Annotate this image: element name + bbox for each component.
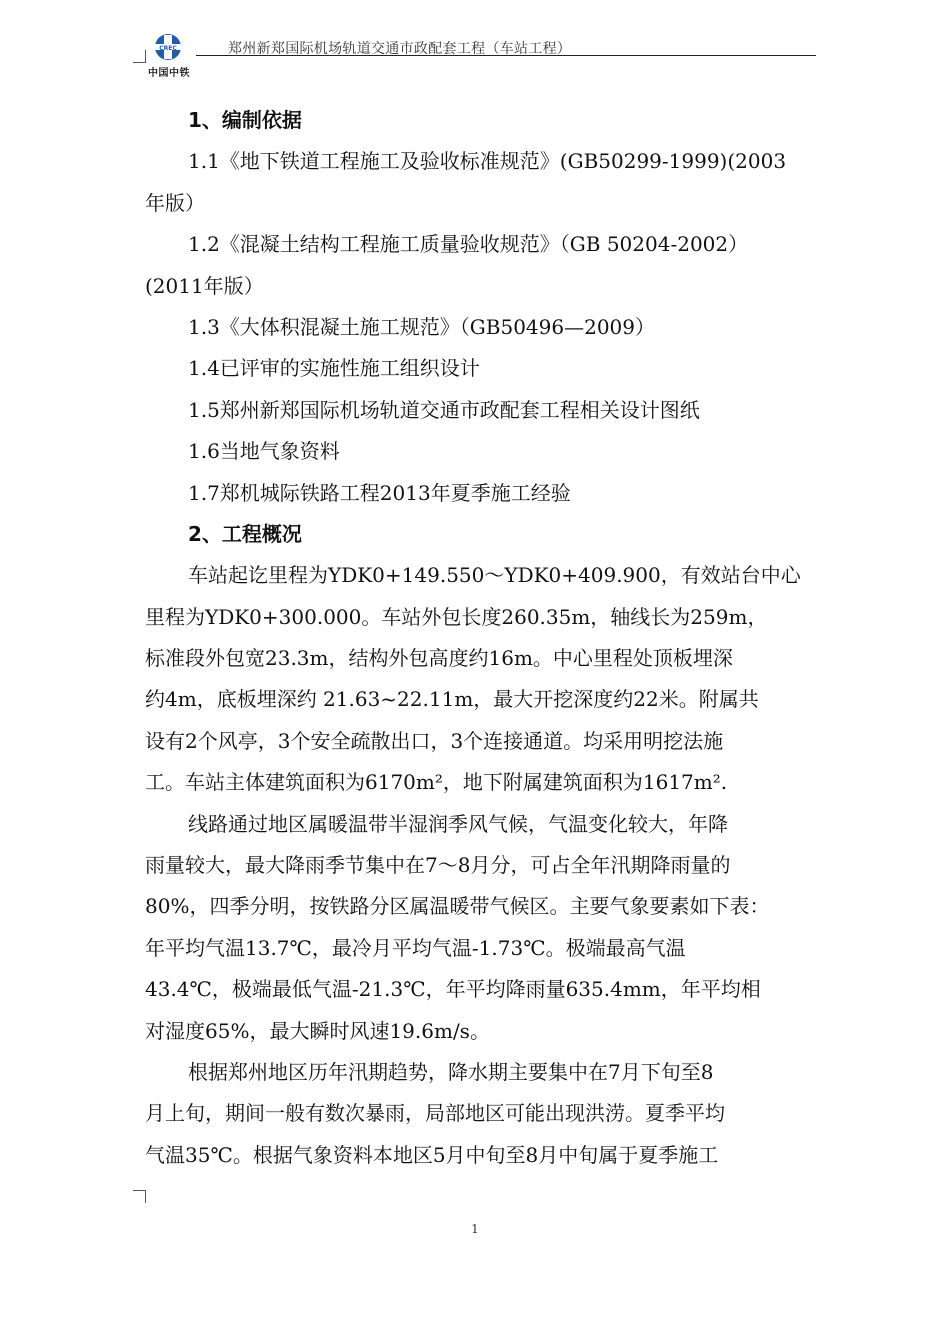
paragraph-line: 年平均气温13.7℃，最冷月平均气温-1.73℃。极端最高气温 [145,935,686,960]
svg-text:CREC: CREC [159,45,177,52]
section-heading: 2、工程概况 [188,521,302,546]
paragraph-line: 里程为YDK0+300.000。车站外包长度260.35m，轴线长为259m， [145,604,768,629]
reference-item: 1.6当地气象资料 [188,439,340,464]
document-body [145,100,800,1176]
reference-item: 1.7郑机城际铁路工程2013年夏季施工经验 [188,480,571,505]
header-rule [196,55,816,56]
page-number: 1 [471,1222,479,1236]
paragraph-line: 线路通过地区属暖温带半湿润季风气候，气温变化较大，年降 [188,811,728,836]
paragraph-line: 对湿度65%，最大瞬时风速19.6m/s。 [145,1018,490,1043]
paragraph-line: 气温35℃。根据气象资料本地区5月中旬至8月中旬属于夏季施工 [145,1142,719,1167]
paragraph-line: 车站起讫里程为YDK0+149.550～YDK0+409.900，有效站台中心 [188,563,801,588]
paragraph-line: 雨量较大，最大降雨季节集中在7～8月分，可占全年汛期降雨量的 [145,853,731,878]
paragraph-line: 43.4℃，极端最低气温-21.3℃，年平均降雨量635.4mm，年平均相 [145,977,761,1002]
reference-item: 1.3《大体积混凝土施工规范》（GB50496—2009） [188,314,656,339]
reference-item: 1.1《地下铁道工程施工及验收标准规范》(GB50299-1999)(2003 [188,149,787,174]
paragraph-line: 设有2个风亭，3个安全疏散出口，3个连接通道。均采用明挖法施 [145,728,724,753]
reference-item-cont: (2011年版） [145,273,264,298]
logo-text: 中国中铁 [148,68,190,79]
reference-item: 1.4已评审的实施性施工组织设计 [188,356,480,381]
paragraph-line: 80%，四季分明，按铁路分区属温暖带气候区。主要气象要素如下表： [145,894,770,919]
reference-item: 1.2《混凝土结构工程施工质量验收规范》（GB 50204-2002） [188,232,749,257]
header-title: 郑州新郑国际机场轨道交通市政配套工程（车站工程） [228,41,572,57]
paragraph-line: 月上旬，期间一般有数次暴雨，局部地区可能出现洪涝。夏季平均 [145,1101,725,1126]
reference-item: 1.5郑州新郑国际机场轨道交通市政配套工程相关设计图纸 [188,397,700,422]
reference-item-cont: 年版） [145,190,205,215]
paragraph-line: 工。车站主体建筑面积为6170m²，地下附属建筑面积为1617m². [145,770,728,795]
crop-mark-bottom-left [133,1190,146,1203]
section-heading: 1、编制依据 [188,108,302,132]
paragraph-line: 约4m，底板埋深约 21.63~22.11m，最大开挖深度约22米。附属共 [145,687,759,712]
paragraph-line: 根据郑州地区历年汛期趋势，降水期主要集中在7月下旬至8 [188,1059,714,1084]
paragraph-line: 标准段外包宽23.3m，结构外包高度约16m。中心里程处顶板埋深 [145,646,733,671]
